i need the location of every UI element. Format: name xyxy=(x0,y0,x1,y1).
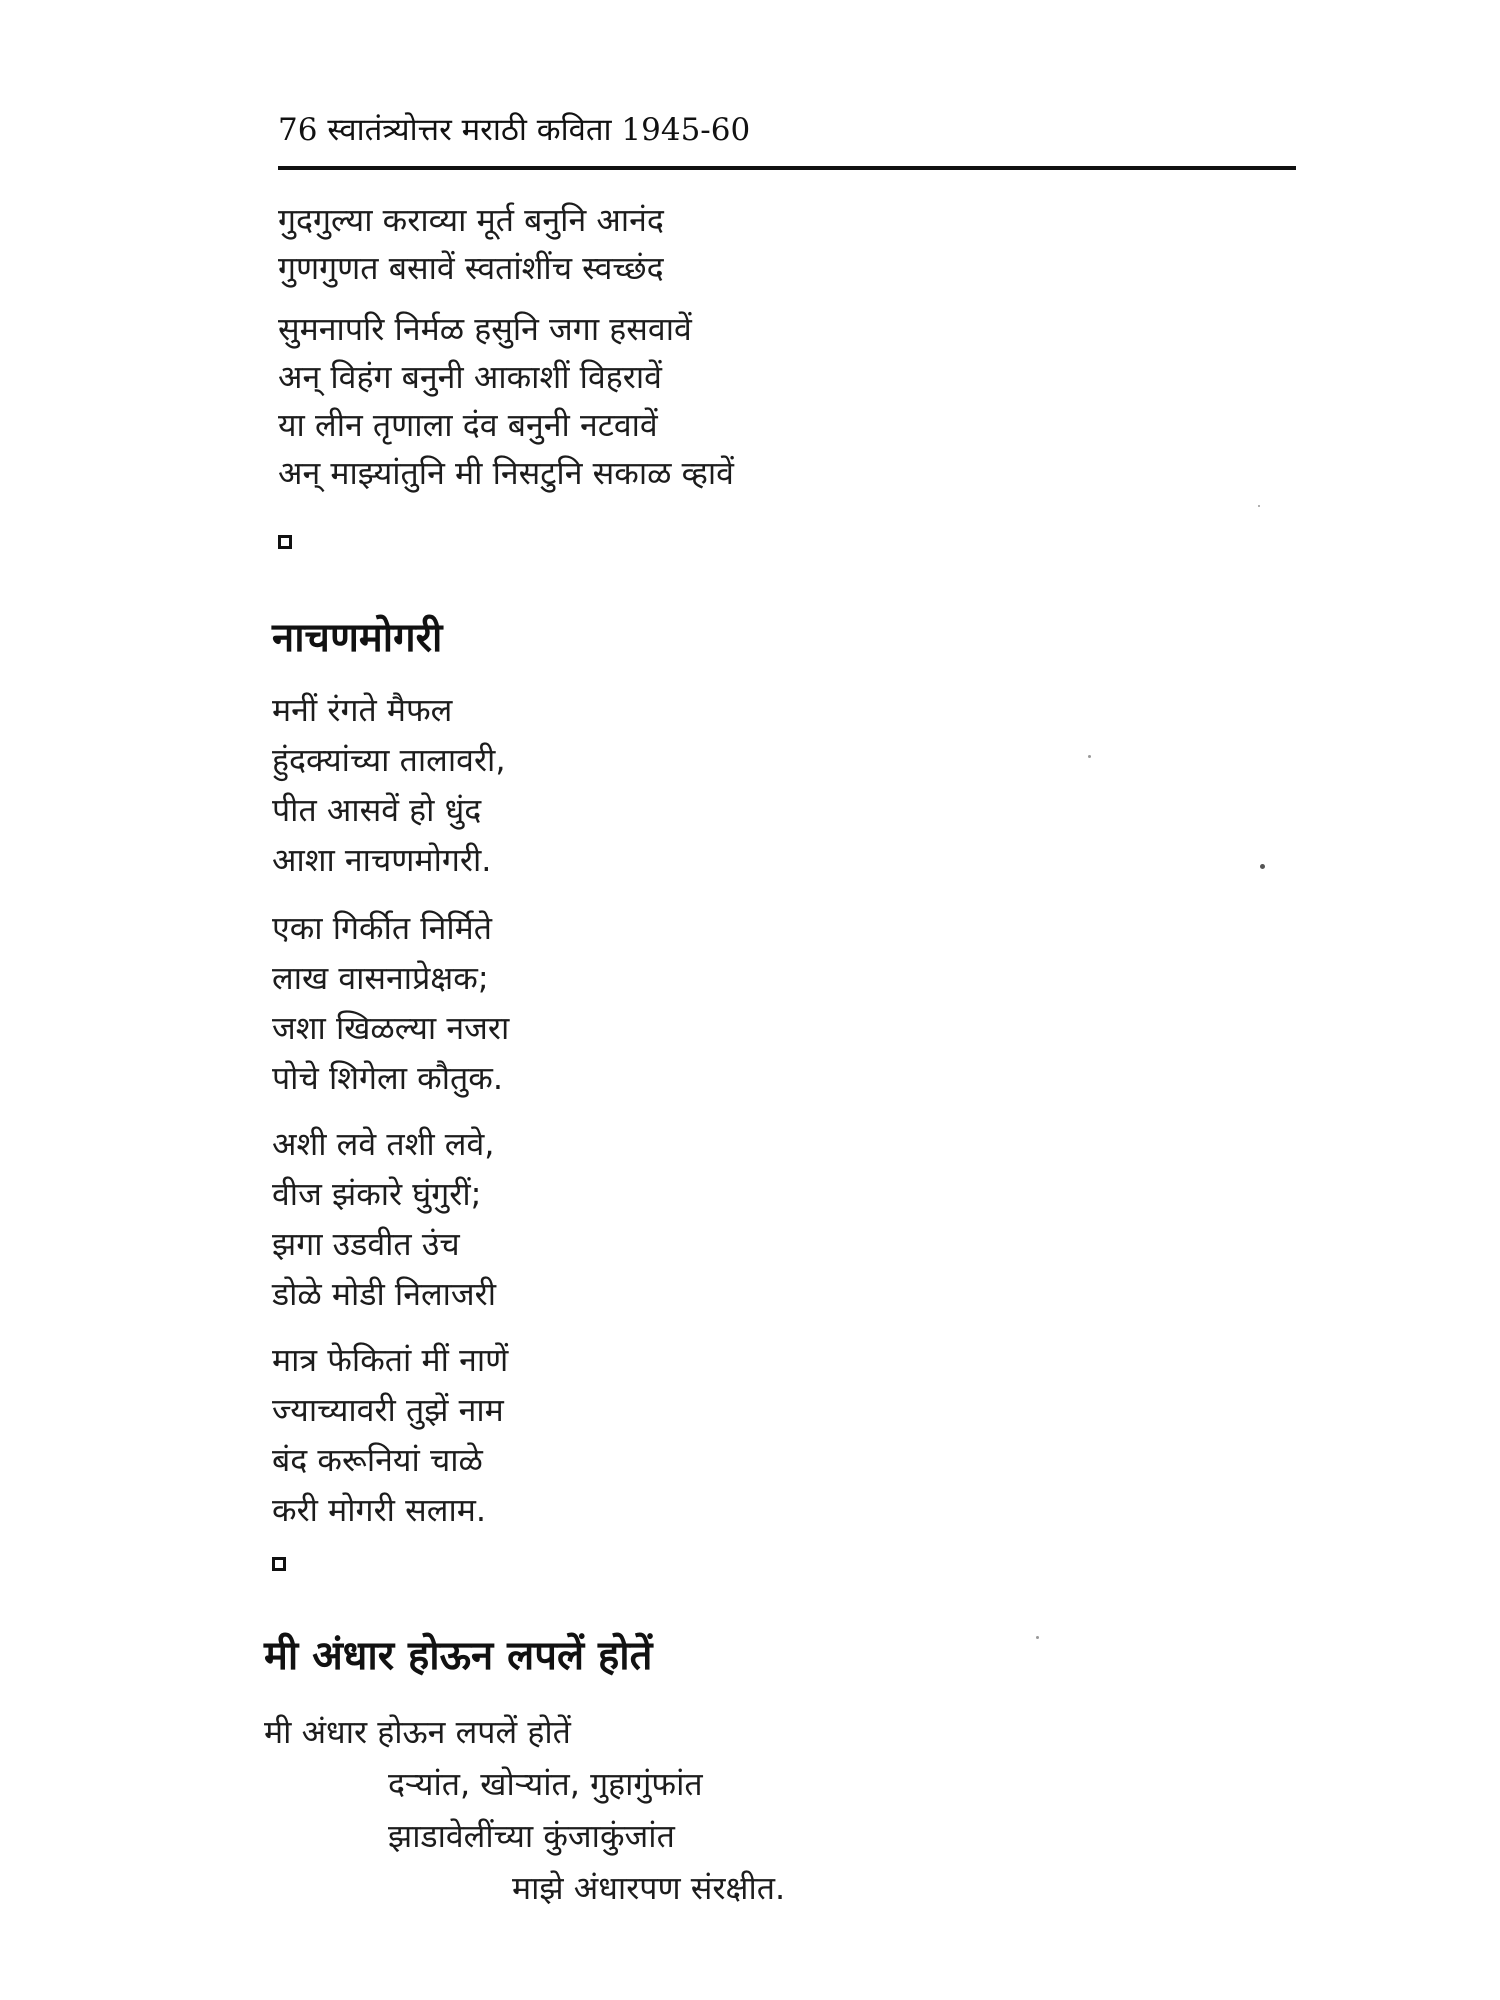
end-of-poem-marker xyxy=(272,1557,286,1571)
page-number: 76 xyxy=(278,112,318,148)
poem1-line: अन् विहंग बनुनी आकाशीं विहरावें xyxy=(278,358,662,396)
poem1-line: या लीन तृणाला दंव बनुनी नटवावें xyxy=(278,406,658,444)
poem1-line: गुदगुल्या कराव्या मूर्त बनुनि आनंद xyxy=(278,201,664,239)
poem3-title: मी अंधार होऊन लपलें होतें xyxy=(264,1633,653,1679)
poem2-line: लाख वासनाप्रेक्षक; xyxy=(272,959,489,997)
poem2-line: वीज झंकारे घुंगुरीं; xyxy=(272,1175,482,1213)
header-rule xyxy=(278,166,1296,170)
poem2-line: डोळे मोडी निलाजरी xyxy=(272,1275,497,1313)
poem2-line: एका गिर्कीत निर्मिते xyxy=(272,909,493,947)
poem2-line: बंद करूनियां चाळे xyxy=(272,1441,483,1479)
poem1-line: गुणगुणत बसावें स्वतांशींच स्वच्छंद xyxy=(278,249,664,287)
poem2-line: पीत आसवें हो धुंद xyxy=(272,791,482,829)
poem2-line: जशा खिळल्या नजरा xyxy=(272,1009,510,1047)
poem2-title: नाचणमोगरी xyxy=(272,615,443,661)
poem2-line: करी मोगरी सलाम. xyxy=(272,1491,487,1529)
scan-speck xyxy=(1036,1636,1039,1639)
end-of-poem-marker xyxy=(278,535,292,549)
poem2-line: मात्र फेकितां मीं नाणें xyxy=(272,1341,509,1379)
poem2-line: अशी लवे तशी लवे, xyxy=(272,1125,495,1163)
poem2-line: आशा नाचणमोगरी. xyxy=(272,841,492,879)
scan-speck xyxy=(1088,755,1091,758)
poem3-line: दऱ्यांत, खोऱ्यांत, गुहागुंफांत xyxy=(388,1765,703,1803)
scan-speck xyxy=(1260,864,1265,869)
poem1-line: सुमनापरि निर्मळ हसुनि जगा हसवावें xyxy=(278,310,692,348)
scan-speck xyxy=(1258,505,1260,507)
running-header xyxy=(278,108,1298,152)
book-title: स्वातंत्र्योत्तर मराठी कविता 1945-60 xyxy=(327,112,751,148)
poem2-line: हुंदक्यांच्या तालावरी, xyxy=(272,741,506,779)
poem3-line: झाडावेलींच्या कुंजाकुंजांत xyxy=(388,1817,675,1855)
poem2-line: मनीं रंगते मैफल xyxy=(272,691,453,729)
poem2-line: झगा उडवीत उंच xyxy=(272,1225,460,1263)
poem2-line: ज्याच्यावरी तुझें नाम xyxy=(272,1391,504,1429)
poem3-line: मी अंधार होऊन लपलें होतें xyxy=(264,1713,571,1751)
poem2-line: पोचे शिगेला कौतुक. xyxy=(272,1059,504,1097)
poem3-line: माझे अंधारपण संरक्षीत. xyxy=(512,1869,786,1907)
poem1-line: अन् माझ्यांतुनि मी निसटुनि सकाळ व्हावें xyxy=(278,454,734,492)
